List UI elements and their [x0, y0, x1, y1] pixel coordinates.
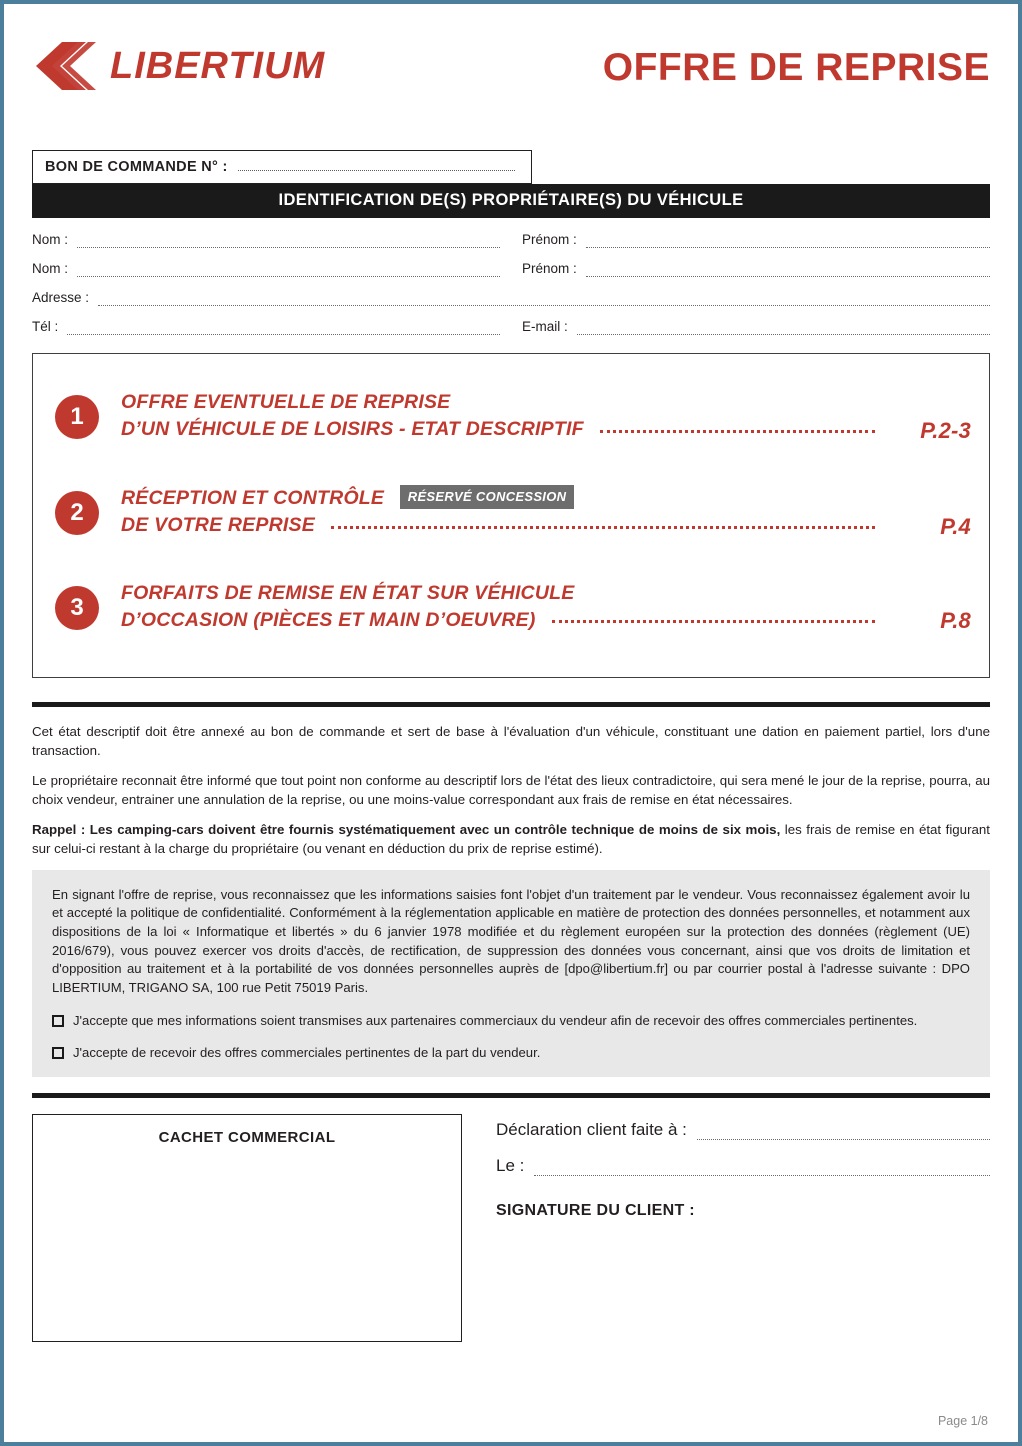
toc-item-2-leader — [331, 520, 875, 529]
nom-2-input[interactable] — [77, 264, 500, 277]
consent-row-partners[interactable] — [52, 1012, 970, 1030]
commercial-stamp-label: CACHET COMMERCIAL — [158, 1128, 336, 1146]
toc-item-2-line2: DE VOTRE REPRISE — [121, 514, 315, 537]
order-number-input[interactable] — [238, 159, 515, 171]
toc-item-1-line2: D’UN VÉHICULE DE LOISIRS - ETAT DESCRIPTIF — [121, 418, 584, 441]
checkbox-vendor[interactable] — [52, 1047, 64, 1059]
prenom-1-label: Prénom : — [522, 232, 577, 247]
declaration-date-row — [496, 1156, 990, 1176]
email-input[interactable] — [577, 322, 990, 335]
declaration-place-label: Déclaration client faite à : — [496, 1119, 687, 1139]
toc-item-3-line1: FORFAITS DE REMISE EN ÉTAT SUR VÉHICULE — [121, 581, 575, 604]
toc-item-3-number: 3 — [55, 586, 99, 630]
toc-item-1-line1: OFFRE EVENTUELLE DE REPRISE — [121, 391, 451, 413]
privacy-block — [32, 870, 990, 1077]
nom-1-label: Nom : — [32, 232, 69, 247]
prenom-2-label: Prénom : — [522, 261, 577, 276]
notice-paragraph-3 — [32, 821, 990, 859]
toc-item-2-number: 2 — [55, 491, 99, 535]
prenom-2-input[interactable] — [586, 264, 990, 277]
prenom-1-input[interactable] — [586, 235, 990, 248]
table-of-contents — [32, 353, 990, 678]
toc-item-1[interactable] — [55, 390, 971, 445]
toc-item-1-leader — [600, 424, 875, 433]
divider-bottom — [32, 1093, 990, 1098]
brand-logo — [32, 40, 325, 92]
triple-chevron-left-icon — [32, 40, 96, 92]
identification-section-title: IDENTIFICATION DE(S) PROPRIÉTAIRE(S) DU VÉHICULE — [32, 184, 990, 218]
order-number-box[interactable] — [32, 150, 532, 184]
page-footer: Page 1/8 — [937, 1414, 988, 1428]
notice-paragraph-2: Le propriétaire reconnait être informé que tout point non conforme au descriptif lors de l'état des lieux contradictoire, qui sera mené le jour de la reprise, pourra, au choix vendeur, entrainer une annulation de la reprise, ou une moins-value correspondant aux frais de remise en état nécessaires. — [32, 773, 990, 807]
owner-identification-fields — [32, 232, 990, 335]
client-signature-label: SIGNATURE DU CLIENT : — [496, 1201, 695, 1219]
email-label: E-mail : — [522, 319, 568, 334]
declaration-place-row — [496, 1120, 990, 1140]
owner-row-2 — [32, 261, 990, 277]
signature-area — [32, 1114, 990, 1342]
declaration-date-input[interactable] — [534, 1162, 990, 1176]
owner-row-address — [32, 290, 990, 306]
toc-item-3-leader — [552, 614, 875, 623]
document-header — [32, 26, 990, 118]
tel-label: Tél : — [32, 319, 59, 334]
consent-partners-label: J'accepte que mes informations soient transmises aux partenaires commerciaux du vendeur afin de recevoir des offres commerciales pertinentes. — [73, 1012, 918, 1028]
owner-row-1 — [32, 232, 990, 248]
toc-item-2[interactable] — [55, 485, 971, 541]
order-number-label: BON DE COMMANDE N° : — [45, 159, 228, 175]
document-title: OFFRE DE REPRISE — [602, 46, 990, 89]
toc-item-3-line2: D’OCCASION (PIÈCES ET MAIN D’OEUVRE) — [121, 608, 536, 631]
brand-name: LIBERTIUM — [110, 45, 326, 87]
nom-2-label: Nom : — [32, 261, 69, 276]
declaration-block — [462, 1114, 990, 1342]
owner-row-contact — [32, 319, 990, 335]
consent-row-vendor[interactable] — [52, 1044, 970, 1062]
notice-paragraph-1: Cet état descriptif doit être annexé au bon de commande et sert de base à l'évaluation d'un véhicule, constituant une dation en paiement partiel, lors d'une transaction. — [32, 724, 990, 759]
toc-item-1-page: P.2-3 — [920, 417, 971, 443]
notice-paragraph-3-bold: Rappel : Les camping-cars doivent être fournis systématiquement avec un contrôle technique de moins de six mois, — [32, 821, 781, 837]
nom-1-input[interactable] — [77, 235, 500, 248]
toc-item-3-page: P.8 — [940, 608, 971, 634]
tel-input[interactable] — [67, 322, 500, 335]
checkbox-partners[interactable] — [52, 1015, 64, 1027]
toc-item-1-number: 1 — [55, 395, 99, 439]
toc-item-2-line1: RÉCEPTION ET CONTRÔLE — [121, 486, 385, 509]
adresse-input[interactable] — [98, 293, 990, 306]
toc-item-3[interactable] — [55, 581, 971, 636]
consent-vendor-label: J'accepte de recevoir des offres commerciales pertinentes de la part du vendeur. — [73, 1045, 541, 1061]
declaration-date-label: Le : — [496, 1155, 525, 1175]
adresse-label: Adresse : — [32, 290, 90, 305]
divider-top — [32, 702, 990, 707]
toc-item-2-badge: RÉSERVÉ CONCESSION — [400, 485, 575, 509]
privacy-text: En signant l'offre de reprise, vous reconnaissez que les informations saisies font l'objet d'un traitement par le vendeur. Vous reconnaissez également avoir lu et accepté la politique de confidentialité. Conformément à la réglementation applicable en matière de protection des données personnelles, et notamment aux dispositions de la loi « Informatique et libertés » du 6 janvier 1978 modifiée et du règlement européen sur la protection des données (règlement (UE) 2016/679), vous pouvez exercer vos droits d'accès, de rectification, de suppression des données vous concernant, ainsi que vos droits de limitation et d'opposition au traitement et à la portabilité de vos données personnelles auprès de [dpo@libertium.fr] ou par courrier postal à l'adresse suivante : DPO LIBERTIUM, TRIGANO SA, 100 rue Petit 75019 Paris. — [52, 886, 970, 996]
notice-paragraph-3-rest: les frais de remise en état figurant sur celui-ci restant à la charge du propriétaire (ou venant en déduction du prix de reprise estimé). — [32, 821, 990, 856]
declaration-place-input[interactable] — [697, 1126, 990, 1140]
toc-item-2-page: P.4 — [940, 513, 971, 539]
commercial-stamp-box[interactable] — [32, 1114, 462, 1342]
